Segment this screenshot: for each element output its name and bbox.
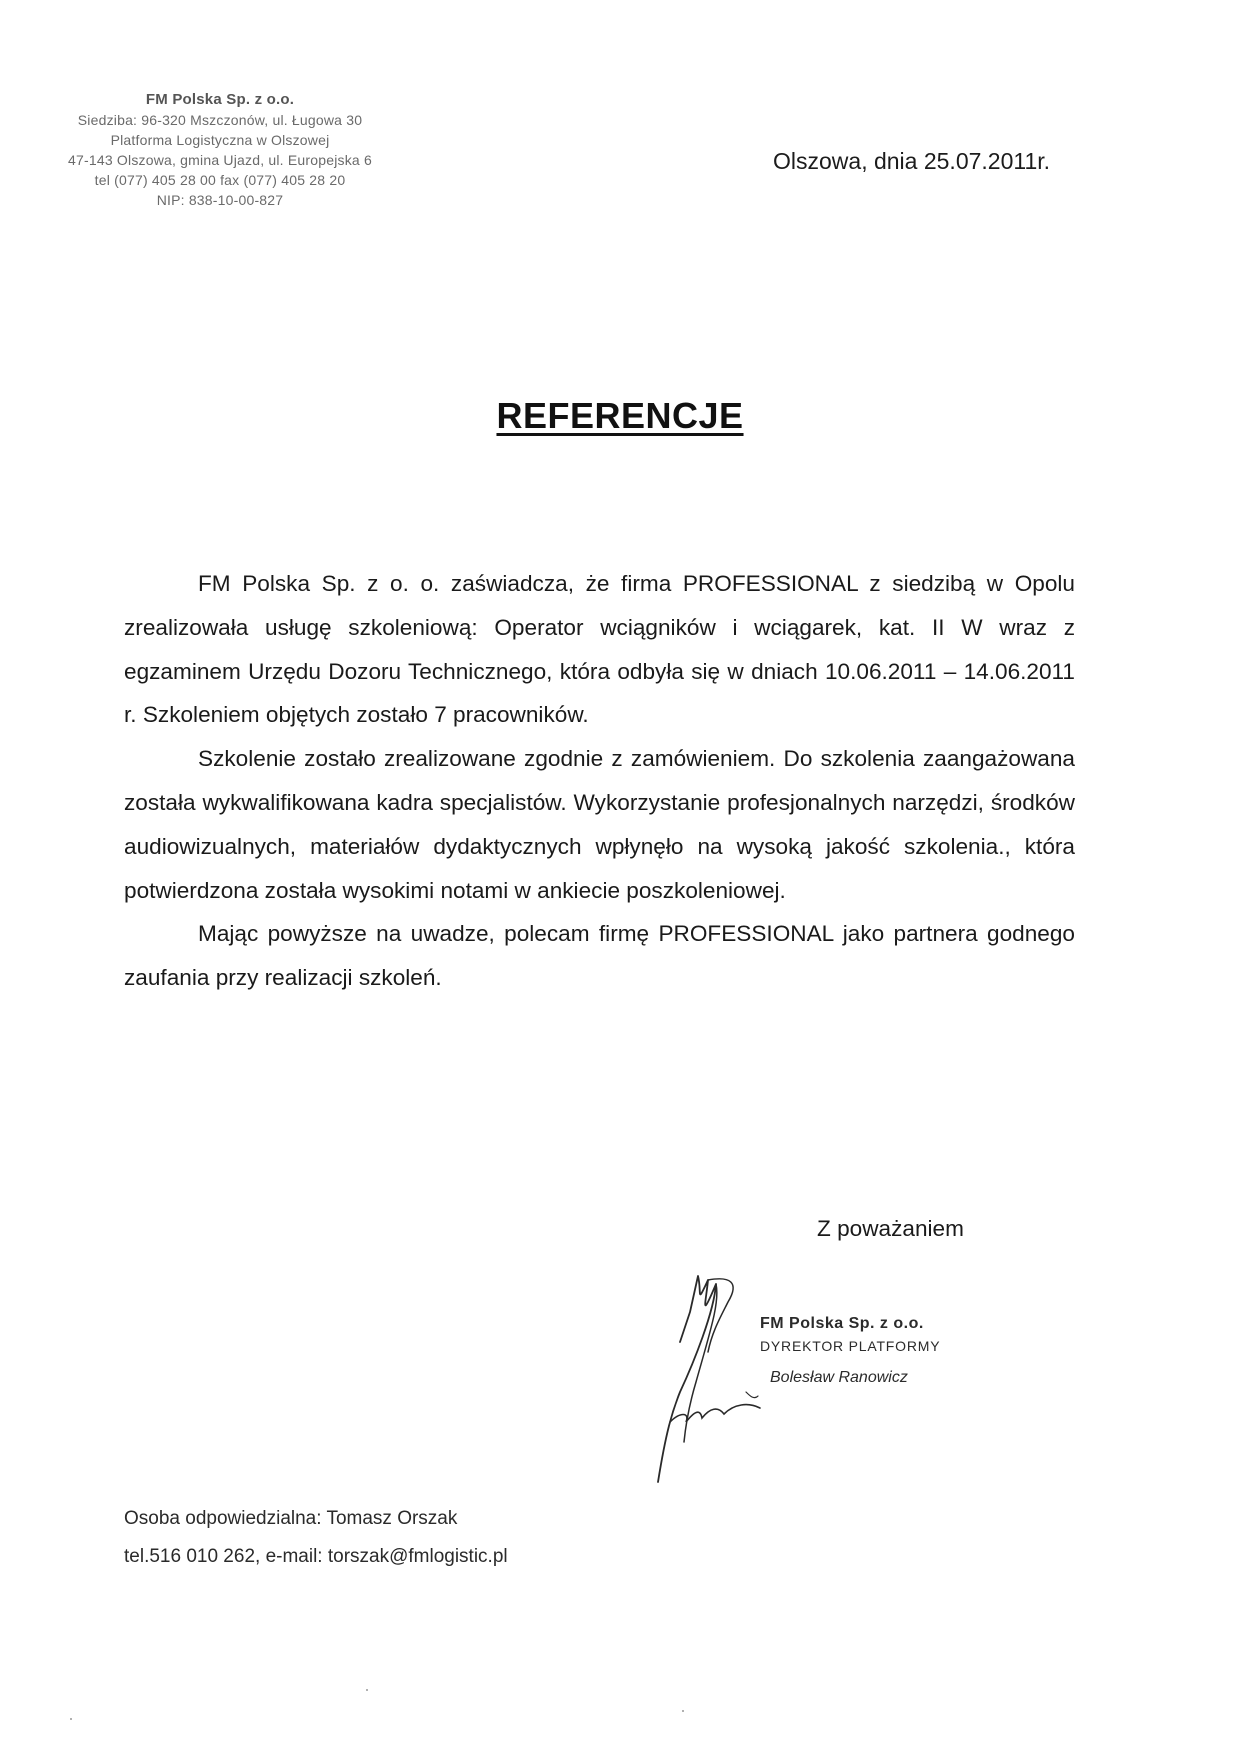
sender-phone-line: tel (077) 405 28 00 fax (077) 405 28 20 xyxy=(94,172,346,188)
contact-person: Osoba odpowiedzialna: Tomasz Orszak xyxy=(124,1508,458,1529)
sender-stamp xyxy=(40,90,400,210)
letter-body xyxy=(124,562,1075,1000)
document-title: REFERENCJE xyxy=(496,395,744,436)
body-paragraph: FM Polska Sp. z o. o. zaświadcza, że firma PROFESSIONAL z siedzibą w Opolu zrealizowała usługę szkoleniową: Operator wciągników i wciągarek, kat. II W wraz z egzaminem Urzędu Dozoru Technicznego, która odbyła się w dniach 10.06.2011 – 14.06.2011 r. Szkoleniem objętych zostało 7 pracowników. xyxy=(124,571,1075,728)
sender-company-name: FM Polska Sp. z o.o. xyxy=(145,91,295,108)
closing-line: Z poważaniem xyxy=(817,1216,964,1241)
scan-speck xyxy=(70,1718,72,1720)
signature-person: Bolesław Ranowicz xyxy=(770,1369,908,1386)
signature-company: FM Polska Sp. z o.o. xyxy=(760,1315,924,1332)
sender-nip-line: NIP: 838-10-00-827 xyxy=(156,192,284,208)
scan-speck xyxy=(682,1710,684,1712)
body-paragraph: Mając powyższe na uwadze, polecam firmę PROFESSIONAL jako partnera godnego zaufania przy realizacji szkoleń. xyxy=(124,921,1075,991)
sender-address-line: 47-143 Olszowa, gmina Ujazd, ul. Europejska 6 xyxy=(68,152,372,168)
sender-address-line: Platforma Logistyczna w Olszowej xyxy=(110,132,330,148)
body-paragraph: Szkolenie zostało zrealizowane zgodnie z zamówieniem. Do szkolenia zaangażowana została wykwalifikowana kadra specjalistów. Wykorzystanie profesjonalnych narzędzi, środków audiowizualnych, materiałów dydaktycznych wpłynęło na wysoką jakość szkolenia., która potwierdzona została wysokimi notami w ankiecie poszkoleniowej. xyxy=(124,746,1075,903)
contact-details: tel.516 010 262, e-mail: torszak@fmlogistic.pl xyxy=(124,1546,508,1567)
date-line: Olszowa, dnia 25.07.2011r. xyxy=(773,148,1051,174)
signature-role: DYREKTOR PLATFORMY xyxy=(760,1338,941,1354)
contact-block xyxy=(124,1500,508,1576)
signature-stamp xyxy=(760,1313,1000,1389)
scan-speck xyxy=(366,1689,368,1691)
sender-address-line: Siedziba: 96-320 Mszczonów, ul. Ługowa 30 xyxy=(77,112,363,128)
